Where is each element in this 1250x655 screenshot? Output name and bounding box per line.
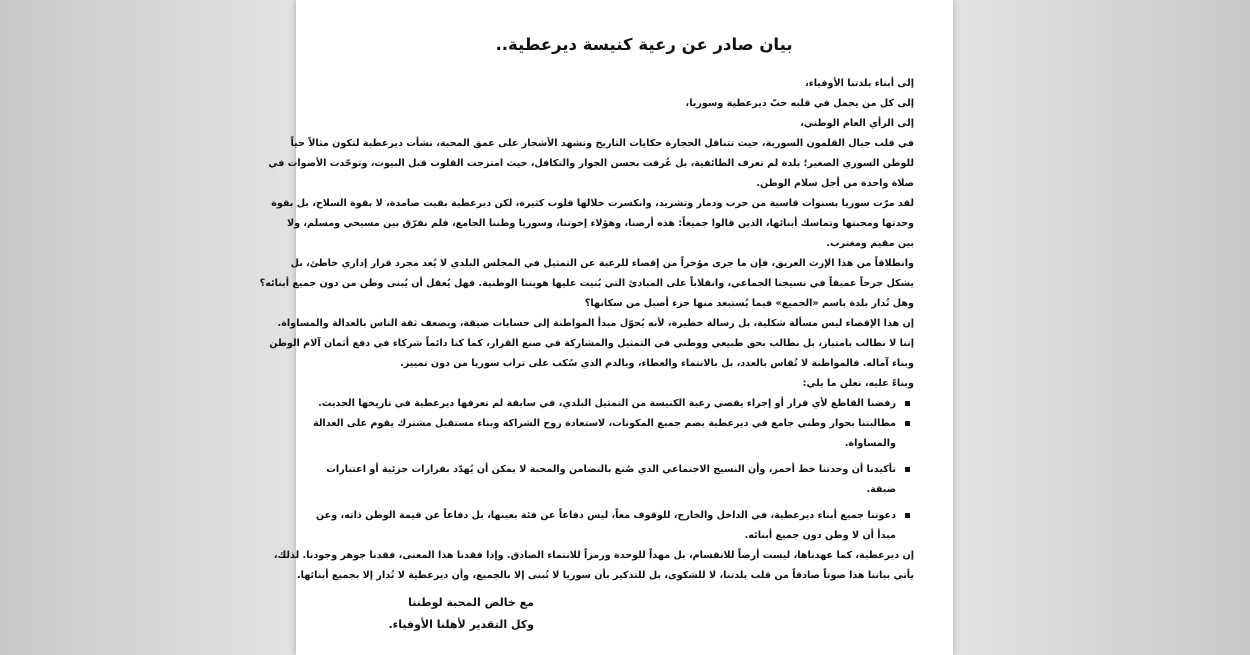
bullet-text: والمساواة. bbox=[844, 438, 896, 449]
greetings bbox=[334, 74, 914, 134]
bullet-text: دعوتنا جميع أبناء ديرعطية، في الداخل والخارج، للوقوف معاً، ليس دفاعاً عن فئة بعينها، بل دفاعاً عن قيمة الوطن ذاته، وعن bbox=[316, 510, 896, 521]
paragraph-line: وبناء آماله. فالمواطنة لا تُقاس بالعدد، بل بالانتماء والعطاء، وبالدم الذي سُكب على تراب سوريا من دون تمييز. bbox=[400, 358, 914, 369]
square-bullet-icon bbox=[905, 513, 910, 518]
document-page bbox=[259, 0, 953, 655]
bullet-text: مطالبتنا بحوار وطني جامع في ديرعطية يضم جميع المكونات، لاستعادة روح الشراكة وبناء مستقبل مشترك يقوم على العدالة bbox=[313, 418, 896, 429]
bullet-line bbox=[334, 480, 914, 500]
bullet-line bbox=[334, 526, 914, 546]
paragraph-line: وبناءً عليه، نعلن ما يلي: bbox=[802, 378, 914, 389]
bullet-item bbox=[326, 460, 914, 500]
square-bullet-icon bbox=[905, 401, 910, 406]
paragraph-line: يشكل جرحاً عميقاً في نسيجنا الجماعي، وانقلاباً على المبادئ التي بُنيت عليها هويتنا الوطنية. فهل يُعقل أن يُبنى وطن من دون جميع أبنائه؟ bbox=[259, 278, 914, 289]
paragraph-line: لقد مرّت سوريا بسنوات قاسية من حرب ودمار وتشريد، وانكسرت خلالها قلوب كثيرة، لكن ديرعطية بقيت صامدة، لا بقوة السلاح، بل بقوة bbox=[271, 198, 914, 209]
closing-signature bbox=[334, 592, 534, 636]
bullet-line bbox=[313, 414, 914, 434]
paragraph-line: إننا لا نطالب بامتياز، بل نطالب بحق طبيعي ووطني في التمثيل والمشاركة في صنع القرار، كما كنا دائماً شركاء في دفع أثمان آلام الوطن bbox=[269, 338, 914, 349]
bullet-list bbox=[313, 394, 914, 546]
closing-line: مع خالص المحبة لوطننا bbox=[408, 596, 534, 609]
greeting-line: إلى أبناء بلدتنا الأوفياء، bbox=[805, 78, 914, 89]
bullet-item bbox=[316, 506, 914, 546]
greeting-line: إلى كل من يحمل في قلبه حبّ ديرعطية وسوريا، bbox=[685, 98, 914, 109]
paragraph-line: بين مقيم ومغترب. bbox=[826, 238, 914, 249]
paragraph-line: في قلب جبال القلمون السورية، حيث تتناقل الحجارة حكايات التاريخ وتشهد الأشجار على عمق المحبة، نشأت ديرعطية لتكون مثالاً حياً bbox=[290, 138, 914, 149]
bullet-line bbox=[318, 394, 914, 414]
bullet-line bbox=[316, 506, 914, 526]
bullet-text: رفضنا القاطع لأي قرار أو إجراء يقصي رعية الكنيسة من التمثيل البلدي، في سابقة لم تعرفها ديرعطية في تاريخها الحديث. bbox=[318, 398, 896, 409]
closing-line: وكل التقدير لأهلنا الأوفياء. bbox=[388, 618, 534, 631]
greeting-line: إلى الرأي العام الوطني، bbox=[800, 118, 914, 129]
bullet-text: تأكيدنا أن وحدتنا خط أحمر، وأن النسيج الاجتماعي الذي صُنع بالتضامن والمحبة لا يمكن أن يُهدّد بقرارات جزئية أو اعتبارات bbox=[326, 464, 896, 475]
bullet-line bbox=[326, 460, 914, 480]
paragraph-line: وانطلاقاً من هذا الإرث العريق، فإن ما جرى مؤخراً من إقصاء للرعية عن التمثيل في المجلس البلدي لا يُعد مجرد قرار إداري خاطئ، بل bbox=[290, 258, 914, 269]
paragraphs bbox=[259, 134, 914, 394]
paragraph-line: وحدتها ومحبتها وتماسك أبنائها، الذين قالوا جميعاً: هذه أرضنا، وهؤلاء إخوتنا، وسوريا وطننا الجامع، فلم نفرّق بين مسيحي ومسلم، ولا bbox=[286, 218, 914, 229]
paragraph-line: وهل تُدار بلدة باسم «الجميع» فيما يُستبعد منها جزء أصيل من سكانها؟ bbox=[584, 298, 914, 309]
conclusion bbox=[273, 546, 914, 586]
bullet-line bbox=[334, 434, 914, 454]
conclusion-line: يأتي بياننا هذا صوتاً صادقاً من قلب بلدتنا، لا للشكوى، بل للتذكير بأن سوريا لا تُبنى إلا بالجميع، وأن ديرعطية لا تُدار إلا بجميع أبنائها. bbox=[296, 570, 914, 581]
square-bullet-icon bbox=[905, 421, 910, 426]
bullet-text: مبدأ أن لا وطن دون جميع أبنائه. bbox=[744, 530, 896, 541]
background-left bbox=[0, 0, 296, 655]
square-bullet-icon bbox=[905, 467, 910, 472]
paragraph-line: إن هذا الإقصاء ليس مسألة شكلية، بل رسالة خطيرة، لأنه يُحوّل مبدأ المواطنة إلى حسابات ضيقة، ويضعف ثقة الناس بالعدالة والمساواة. bbox=[277, 318, 914, 329]
bullet-item bbox=[313, 414, 914, 454]
paragraph-line: صلاة واحدة من أجل سلام الوطن. bbox=[756, 178, 914, 189]
paragraph-line: للوطن السوري الصغير؛ بلدة لم تعرف الطائفية، بل عُرفت بحسن الجوار والتكافل، حيث امتزجت القلوب قبل البيوت، وتوحّدت الأصوات في bbox=[268, 158, 914, 169]
conclusion-line: إن ديرعطية، كما عهدناها، ليست أرضاً للانقسام، بل مهداً للوحدة ورمزاً للانتماء الصادق. وإذا فقدنا هذا المعنى، فقدنا جوهر وجودنا. لذلك، bbox=[273, 550, 914, 561]
statement-body bbox=[259, 30, 914, 586]
background-right bbox=[953, 0, 1250, 655]
statement-title: بيان صادر عن رعية كنيسة ديرعطية.. bbox=[495, 35, 793, 54]
bullet-text: ضيقة. bbox=[866, 484, 896, 495]
bullet-item bbox=[318, 394, 914, 414]
